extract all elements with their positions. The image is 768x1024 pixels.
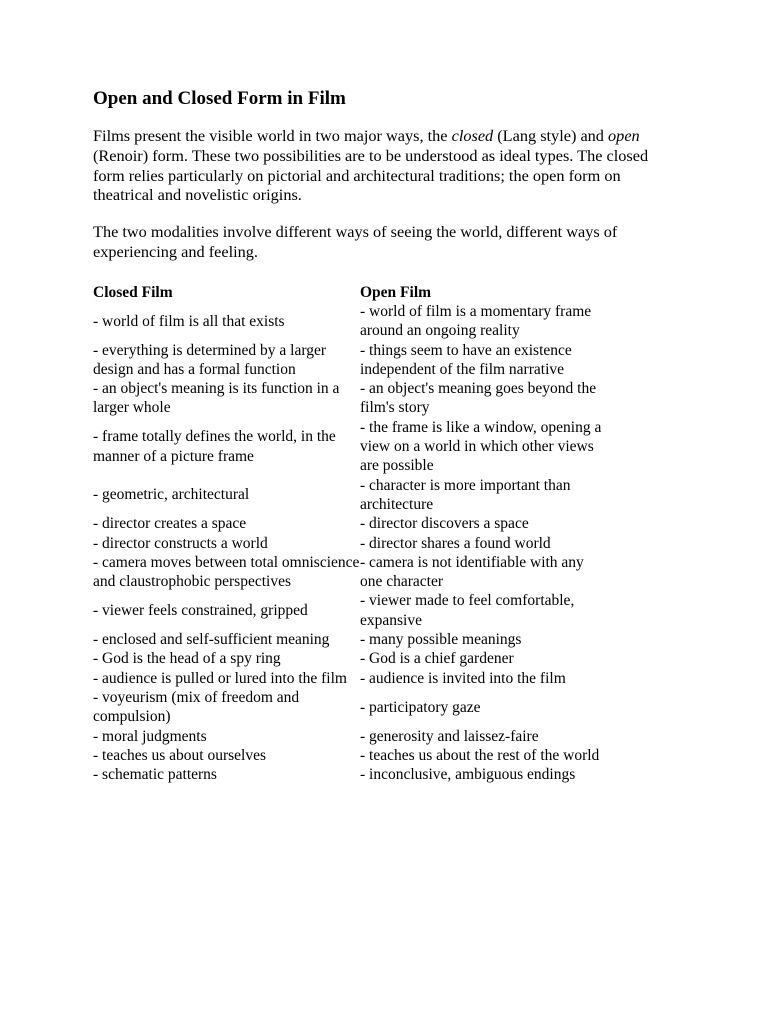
open-film-cell: - participatory gaze — [360, 698, 481, 716]
closed-film-cell: - director constructs a world — [93, 534, 268, 552]
closed-film-cell: - everything is determined by a larger design and has a formal function — [93, 341, 326, 378]
closed-film-cell: - an object's meaning is its function in a larger whole — [93, 380, 340, 417]
comparison-table — [93, 280, 693, 784]
table-row — [93, 669, 693, 688]
table-row — [93, 746, 693, 765]
closed-film-cell: - voyeurism (mix of freedom and compulsion) — [93, 688, 300, 726]
table-row — [93, 553, 693, 592]
closed-film-cell: - enclosed and self-sufficient meaning — [93, 631, 330, 649]
open-film-cell: - inconclusive, ambiguous endings — [360, 766, 576, 784]
table-row — [93, 534, 693, 553]
intro-text-start: Films present the visible world in two major ways, the — [93, 126, 452, 145]
table-row — [93, 514, 693, 533]
table-row — [93, 649, 693, 668]
open-film-cell: - director discovers a space — [360, 515, 529, 533]
intro-open-word: open — [608, 126, 640, 145]
open-film-cell: - God is a chief gardener — [360, 650, 514, 668]
closed-film-cell: - God is the head of a spy ring — [93, 650, 281, 668]
closed-film-cell: - schematic patterns — [93, 766, 217, 784]
table-row — [93, 379, 693, 418]
open-film-cell: - many possible meanings — [360, 631, 522, 649]
open-film-cell: - director shares a found world — [360, 534, 551, 552]
page-title: Open and Closed Form in Film — [93, 88, 346, 109]
open-film-cell: - viewer made to feel comfortable, expansive — [360, 592, 575, 629]
closed-film-cell: - audience is pulled or lured into the film — [93, 669, 347, 687]
intro-text-end: (Renoir) form. These two possibilities are to be understood as ideal types. The closed form relies particularly on pictorial and architectural traditions; the open form on theatrical and novelistic origins. — [93, 145, 649, 205]
closed-film-cell: - world of film is all that exists — [93, 312, 285, 330]
open-film-cell: - things seem to have an existence independent of the film narrative — [360, 341, 572, 378]
open-film-cell: - audience is invited into the film — [360, 669, 566, 687]
open-film-cell: - world of film is a momentary frame around an ongoing reality — [360, 303, 592, 340]
closed-film-cell: - director creates a space — [93, 515, 247, 533]
closed-film-cell: - geometric, architectural — [93, 486, 250, 504]
table-row — [93, 688, 693, 727]
table-row — [93, 630, 693, 649]
table-row — [93, 476, 693, 515]
open-film-cell: - an object's meaning goes beyond the film's story — [360, 380, 597, 417]
open-film-cell: - generosity and laissez-faire — [360, 727, 539, 745]
open-film-cell: - the frame is like a window, opening a view on a world in which other views are possible — [360, 418, 602, 475]
table-body — [93, 302, 693, 784]
closed-film-cell: - camera moves between total omniscience and claustrophobic perspectives — [93, 553, 360, 591]
table-row — [93, 727, 693, 746]
open-film-cell: - teaches us about the rest of the world — [360, 746, 600, 764]
table-row — [93, 418, 693, 476]
table-row — [93, 302, 693, 341]
closed-film-cell: - viewer feels constrained, gripped — [93, 602, 308, 620]
modalities-paragraph: The two modalities involve different ways of seeing the world, different ways of experiencing and feeling. — [93, 222, 618, 261]
open-film-cell: - character is more important than architecture — [360, 476, 571, 513]
closed-film-cell: - moral judgments — [93, 727, 207, 745]
intro-paragraph — [93, 126, 683, 205]
intro-closed-word: closed — [451, 126, 494, 145]
table-row — [93, 591, 693, 630]
table-row — [93, 341, 693, 380]
table-header-row — [93, 280, 693, 302]
open-film-header: Open Film — [360, 283, 432, 301]
table-row — [93, 765, 693, 784]
intro-text-middle: (Lang style) and — [493, 126, 609, 145]
closed-film-cell: - frame totally defines the world, in the manner of a picture frame — [93, 428, 336, 465]
closed-film-cell: - teaches us about ourselves — [93, 746, 267, 764]
closed-film-header: Closed Film — [93, 283, 173, 301]
open-film-cell: - camera is not identifiable with any one character — [360, 553, 584, 591]
